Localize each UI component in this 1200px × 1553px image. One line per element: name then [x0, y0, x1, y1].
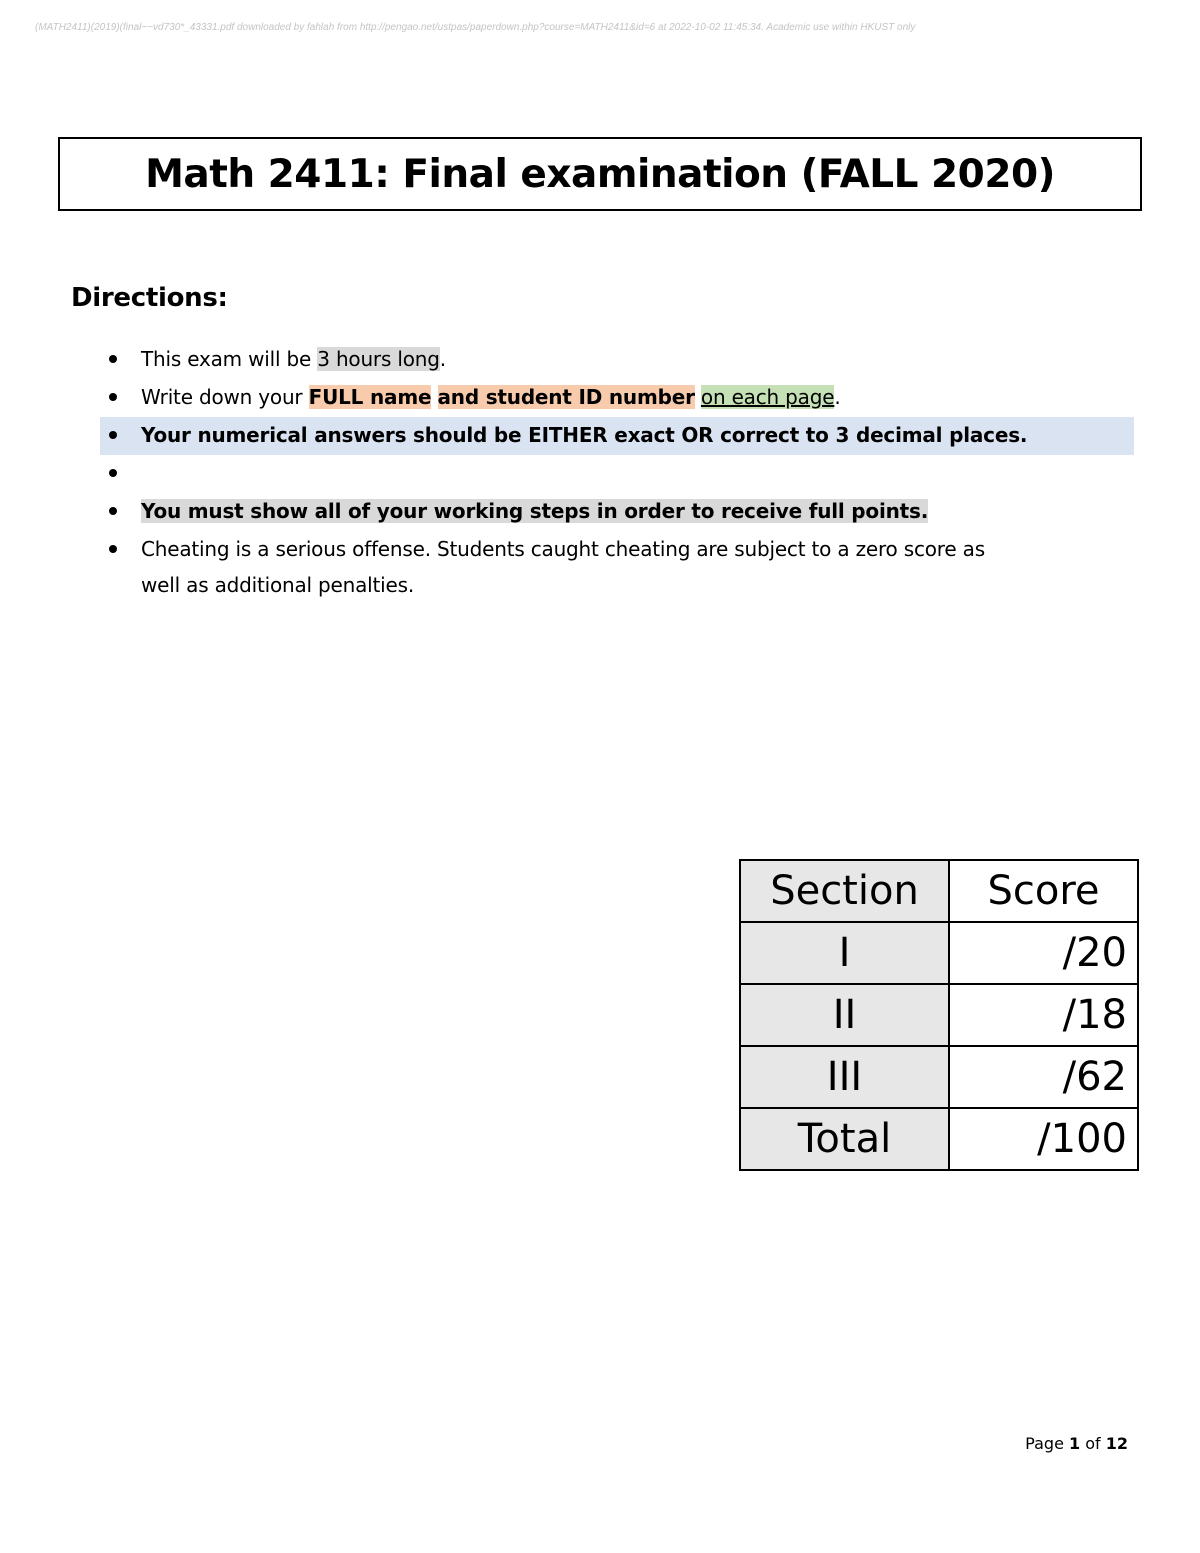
page-number [960, 1434, 1128, 1453]
score-cell: /100 [949, 1108, 1138, 1170]
bullet-icon [109, 507, 117, 515]
item-text: . [439, 347, 446, 371]
page-of: of [1080, 1434, 1106, 1453]
list-item [104, 341, 1134, 379]
score-table [739, 859, 1139, 1171]
bullet-icon [109, 469, 117, 477]
list-item-empty [104, 455, 1134, 493]
table-row [740, 984, 1138, 1046]
list-item [104, 531, 1134, 603]
score-cell: /20 [949, 922, 1138, 984]
directions-heading: Directions: [71, 283, 228, 313]
title-box [58, 137, 1142, 211]
section-cell: I [740, 922, 949, 984]
highlight-duration: 3 hours long [317, 347, 440, 371]
item-text: Write down your [141, 385, 309, 409]
table-row-total [740, 1108, 1138, 1170]
table-row [740, 922, 1138, 984]
section-cell: Total [740, 1108, 949, 1170]
highlight-each-page: on each page [700, 385, 835, 409]
highlight-student-id: and student ID number [437, 385, 695, 409]
item-text: This exam will be [141, 347, 318, 371]
page-total: 12 [1105, 1434, 1128, 1453]
bullet-icon [109, 355, 117, 363]
highlight-full-name: FULL name [308, 385, 432, 409]
item-text: Cheating is a serious offense. Students caught cheating are subject to a zero score as [141, 537, 985, 561]
page-prefix: Page [1025, 1434, 1069, 1453]
score-cell: /18 [949, 984, 1138, 1046]
download-watermark: (MATH2411)(2019)(final~~vd730*_43331.pdf downloaded by fahlah from http://pengao.net/ustpas/paperdown.php?course=MATH2411&id=6 at 2022-10-02 11:45:34. Academic use within HKUST only [35, 22, 916, 33]
bullet-icon [109, 393, 117, 401]
directions-list [104, 341, 1134, 603]
item-text: Your numerical answers should be EITHER exact OR correct to 3 decimal places. [141, 423, 1028, 447]
list-item-highlighted [100, 417, 1134, 455]
list-item [104, 379, 1134, 417]
header-section: Section [740, 860, 949, 922]
list-item [104, 493, 1134, 531]
page-current: 1 [1069, 1434, 1081, 1453]
bullet-icon [109, 431, 117, 439]
section-cell: III [740, 1046, 949, 1108]
item-text: well as additional penalties. [141, 573, 415, 597]
bullet-icon [109, 545, 117, 553]
score-cell: /62 [949, 1046, 1138, 1108]
header-score: Score [949, 860, 1138, 922]
exam-title: Math 2411: Final examination (FALL 2020) [145, 151, 1055, 197]
item-text: . [834, 385, 841, 409]
table-row [740, 1046, 1138, 1108]
section-cell: II [740, 984, 949, 1046]
item-text: You must show all of your working steps in order to receive full points. [141, 499, 929, 523]
table-header-row [740, 860, 1138, 922]
